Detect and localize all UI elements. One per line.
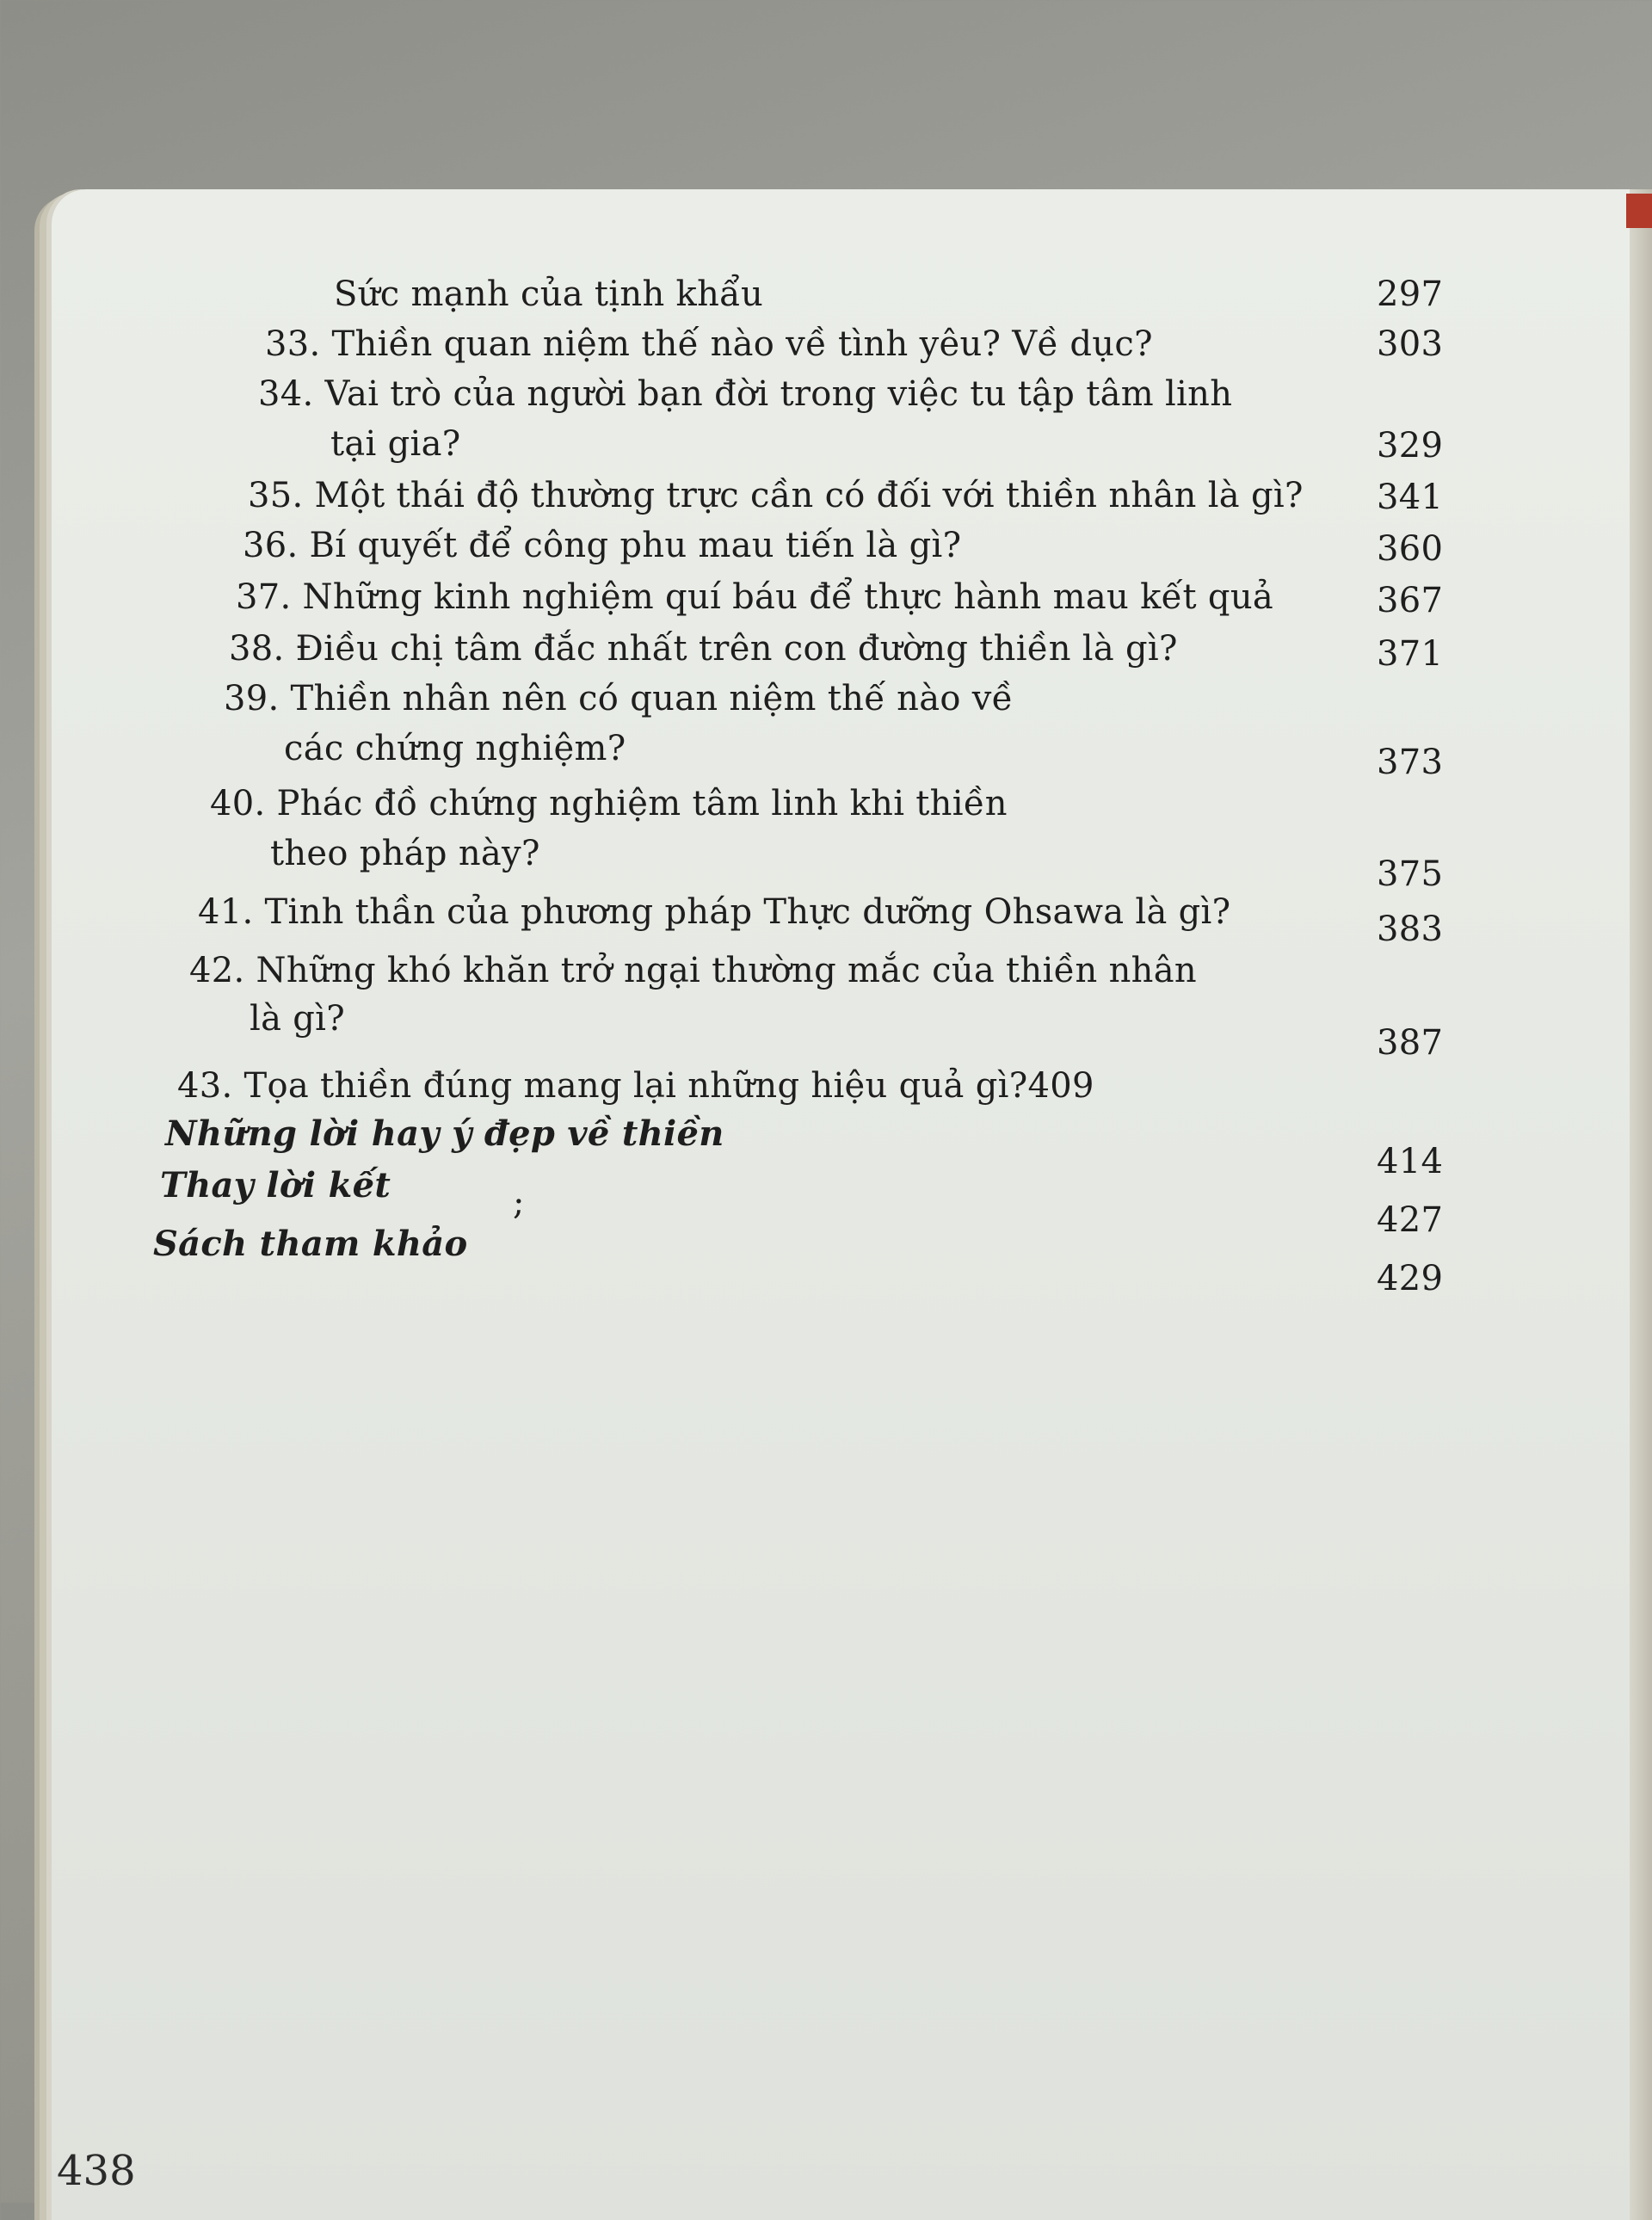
toc-page-number: 414 [1377,1142,1444,1181]
toc-entry-title: 40. Phác đồ chứng nghiệm tâm linh khi thiền [210,784,1008,823]
toc-page-number: 375 [1377,854,1444,894]
toc-page-number: 297 [1377,274,1444,314]
toc-entry-title: 39. Thiền nhân nên có quan niệm thế nào về [224,679,1014,718]
toc-page-number: 373 [1377,743,1444,782]
toc-entry-title: Sức mạnh của tịnh khẩu [334,274,764,314]
toc-page-number: 371 [1377,634,1444,674]
toc-entry-title: 43. Tọa thiền đúng mang lại những hiệu quả gì?409 [177,1066,1094,1106]
toc-entry-title: 41. Tinh thần của phương pháp Thực dưỡng Ohsawa là gì? [198,892,1231,932]
toc-entry-continuation: là gì? [250,999,345,1039]
toc-page-number: 429 [1377,1259,1444,1298]
toc-page-number: 387 [1377,1023,1444,1063]
toc-entry-continuation: các chứng nghiệm? [284,729,626,768]
page-number: 438 [57,2147,136,2195]
toc-page-number: 360 [1377,529,1444,569]
toc-entry-title: Sách tham khảo [153,1224,468,1264]
stray-mark: ; [513,1183,525,1223]
toc-entry-title: 34. Vai trò của người bạn đời trong việc tu tập tâm linh [258,374,1233,414]
toc-entry-title: 38. Điều chị tâm đắc nhất trên con đường thiền là gì? [229,629,1178,669]
toc-page-number: 383 [1377,910,1444,949]
toc-entry-title: 35. Một thái độ thường trực cần có đối với thiền nhân là gì? [248,476,1304,515]
toc-entry-title: Thay lời kết [160,1165,391,1206]
toc-page-number: 367 [1377,581,1444,620]
toc-entry-title: 42. Những khó khăn trở ngại thường mắc của thiền nhân [189,951,1197,990]
toc-entry-title: 33. Thiền quan niệm thế nào về tình yêu? Về dục? [265,324,1153,364]
toc-entry-title: 36. Bí quyết để công phu mau tiến là gì? [243,526,962,565]
toc-page-number: 303 [1377,324,1444,364]
toc-entry-continuation: tại gia? [330,424,461,464]
toc-page-number: 427 [1377,1200,1444,1240]
toc-page-number: 329 [1377,426,1444,466]
toc-entry-continuation: theo pháp này? [270,834,540,873]
toc-entry-title: Những lời hay ý đẹp về thiền [165,1113,724,1154]
toc-entry-title: 37. Những kinh nghiệm quí báu để thực hành mau kết quả [236,577,1274,617]
toc-page-number: 341 [1377,478,1444,517]
